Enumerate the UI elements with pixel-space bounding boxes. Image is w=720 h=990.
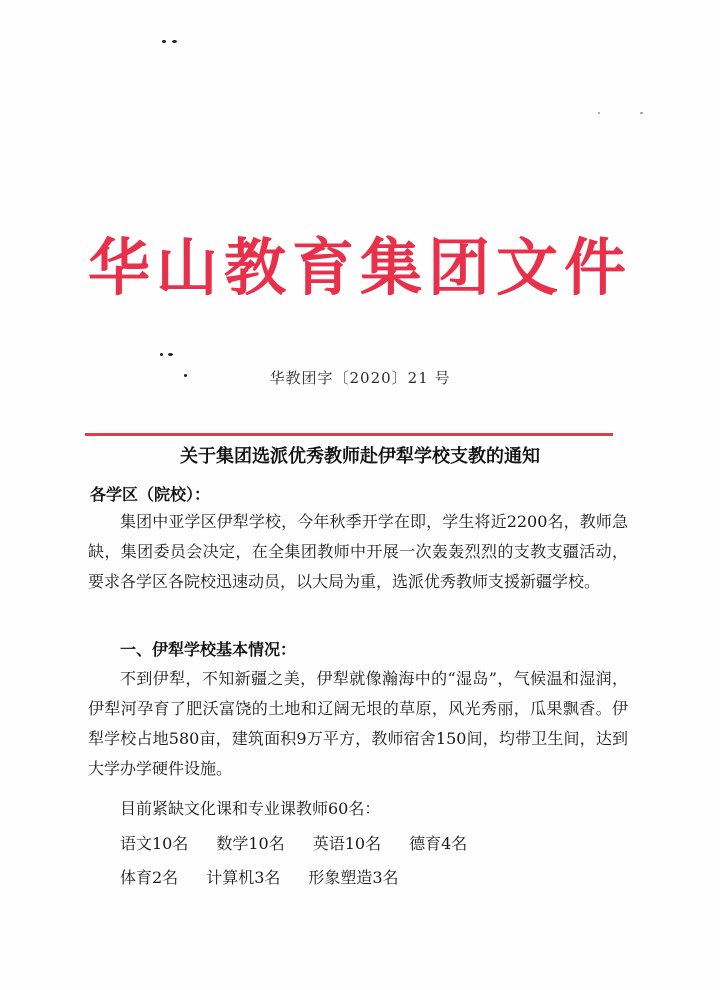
subject-item: 语文10名: [120, 834, 189, 853]
scan-speck: [162, 40, 166, 43]
paragraph-school-info: 不到伊犁，不知新疆之美，伊犁就像瀚海中的“湿岛”，气候温和湿润，伊犁河孕育了肥沃富饶的土地和辽阔无垠的草原，风光秀丽，瓜果飘香。伊犁学校占地580亩，建筑面积9万平方，教师宿舍150间，均带卫生间，达到大学办学硬件设施。: [88, 669, 628, 778]
scan-speck: [168, 353, 173, 356]
subjects-row-1: [120, 831, 495, 854]
subject-item: 德育4名: [409, 834, 468, 853]
red-divider-line: [85, 433, 613, 436]
issuer-header-title: 华山教育集团文件: [87, 231, 632, 304]
teacher-needs-line: 目前紧缺文化课和专业课教师60名：: [120, 799, 381, 818]
notice-title: 关于集团选派优秀教师赴伊犁学校支教的通知: [180, 446, 540, 467]
section-heading-basic-info: 一、伊犁学校基本情况：: [120, 640, 297, 659]
paragraph-intro: 集团中亚学区伊犁学校，今年秋季开学在即，学生将近2200名，教师急缺，集团委员会决定，在全集团教师中开展一次轰轰烈烈的支教支疆活动，要求各学区各院校迅速动员，以大局为重，选派优秀教师支援新疆学校。: [88, 512, 628, 591]
scan-speck: [640, 112, 643, 114]
subject-item: 体育2名: [120, 868, 179, 887]
subject-item: 数学10名: [216, 834, 285, 853]
subject-item: 形象塑造3名: [308, 868, 399, 887]
scan-speck: [598, 112, 600, 114]
scan-speck: [160, 353, 163, 356]
scan-speck: [172, 40, 177, 43]
subject-item: 英语10名: [312, 834, 382, 853]
salutation: 各学区（院校）：: [90, 485, 211, 504]
document-number: 华教团字〔2020〕21 号: [269, 369, 451, 387]
subject-item: 计算机3名: [206, 868, 281, 887]
subjects-row-2: [120, 865, 427, 888]
